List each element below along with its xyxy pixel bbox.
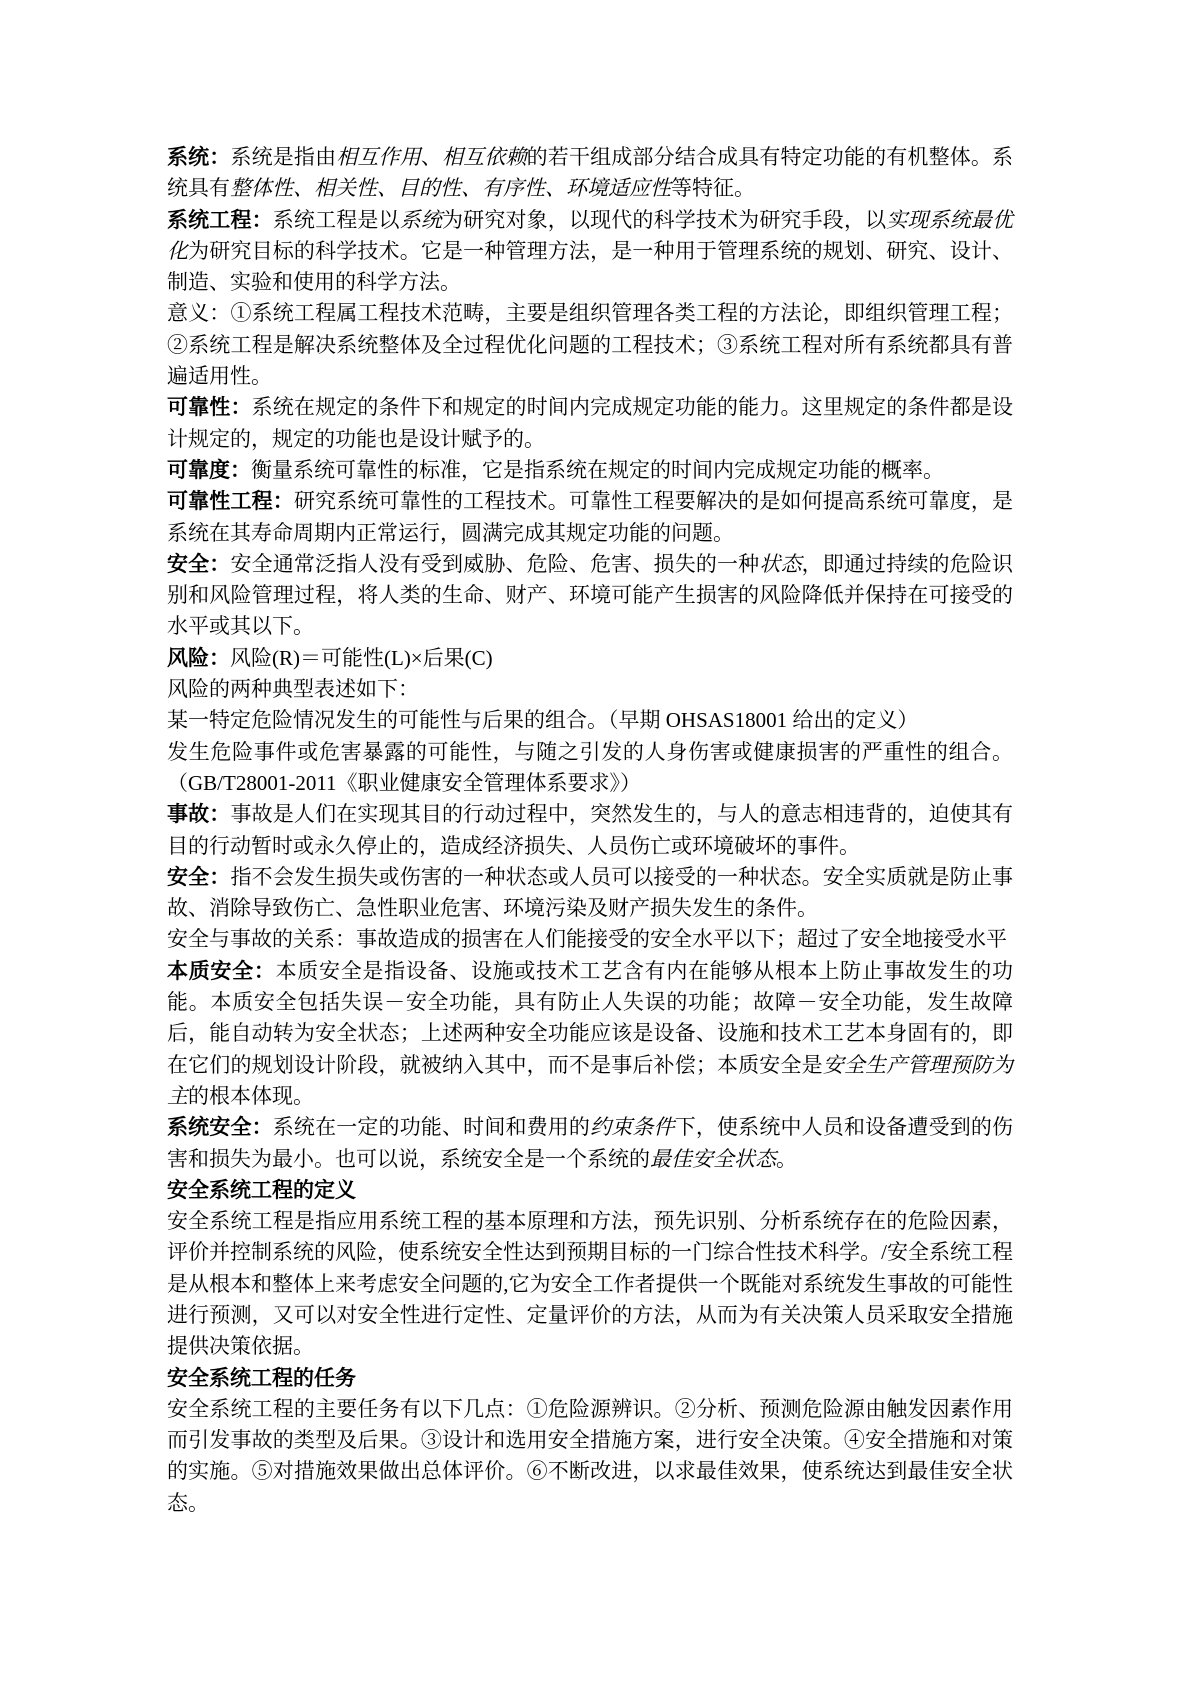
paragraph-meaning xyxy=(167,298,1013,392)
text-run-normal: 为研究目标的科学技术。它是一种管理方法，是一种用于管理系统的规划、研究、设计、制造、实验和使用的科学方法。 xyxy=(167,238,1013,295)
paragraph-def-accident xyxy=(167,799,1013,862)
paragraph-def-intrinsic-safety xyxy=(167,956,1013,1112)
paragraph-def-safety xyxy=(167,549,1013,643)
text-run-normal: 某一特定危险情况发生的可能性与后果的组合。（早期 OHSAS18001 给出的定义） xyxy=(167,708,919,733)
text-run-normal: 的若干组成部分结合成具有特定功能的有机整体。系统具有 xyxy=(167,145,1014,201)
text-run-normal: 系统在一定的功能、时间和费用的 xyxy=(272,1115,591,1140)
text-run-normal: 、 xyxy=(420,145,443,169)
text-run-bold: 系统安全： xyxy=(167,1115,273,1140)
text-run-normal: 系统在规定的条件下和规定的时间内完成规定功能的能力。这里规定的条件都是设计规定的，规定的功能也是设计赋予的。 xyxy=(167,395,1014,451)
text-run-bold: 安全系统工程的任务 xyxy=(167,1365,356,1390)
text-run-normal: 安全与事故的关系：事故造成的损害在人们能接受的安全水平以下；超过了安全地接受水平 xyxy=(167,927,1007,952)
text-run-normal: 研究系统可靠性的工程技术。可靠性工程要解决的是如何提高系统可靠度，是系统在其寿命周期内正常运行，圆满完成其规定功能的问题。 xyxy=(167,489,1014,545)
text-run-normal: 安全系统工程的主要任务有以下几点：①危险源辨识。②分析、预测危险源由触发因素作用而引发事故的类型及后果。③设计和选用安全措施方案，进行安全决策。④安全措施和对策的实施。⑤对措施效果做出总体评价。⑥不断改进，以求最佳效果，使系统达到最佳安全状态。 xyxy=(167,1396,1013,1515)
text-run-normal: 发生危险事件或危害暴露的可能性，与随之引发的人身伤害或健康损害的严重性的组合。（GB/T28001-2011《职业健康安全管理体系要求》） xyxy=(167,739,1013,795)
paragraph-risk-expressions-intro xyxy=(167,674,1013,705)
text-run-italic: 安全生产管理预防为主 xyxy=(167,1052,1014,1108)
text-run-normal: 安全系统工程是指应用系统工程的基本原理和方法，预先识别、分析系统存在的危险因素，评价并控制系统的风险，使系统安全性达到预期目标的一门综合性技术科学。/安全系统工程是从根本和整体上来考虑安全问题的,它为安全工作者提供一个既能对系统发生事故的可能性进行预测，又可以对安全性进行定性、定量评价的方法，从而为有关决策人员采取安全措施提供决策依据。 xyxy=(167,1209,1013,1359)
text-run-italic: 系统 xyxy=(399,207,443,232)
text-run-normal: 系统是指由 xyxy=(230,145,337,169)
text-run-normal: 的根本体现。 xyxy=(188,1083,314,1108)
text-run-italic: 实现系统最优化 xyxy=(167,207,1014,263)
text-run-bold: 可靠性工程： xyxy=(167,489,294,514)
paragraph-def-system-safety xyxy=(167,1112,1013,1175)
paragraph-heading-sse-definition xyxy=(167,1175,1013,1206)
text-run-italic: 最佳安全状态 xyxy=(650,1146,776,1171)
paragraph-safety-accident-relation xyxy=(167,924,1013,955)
text-run-bold: 可靠度： xyxy=(167,457,251,482)
paragraph-def-risk xyxy=(167,643,1013,674)
text-run-normal: 衡量系统可靠性的标准，它是指系统在规定的时间内完成规定功能的概率。 xyxy=(251,457,944,482)
text-run-bold: 事故： xyxy=(167,802,231,827)
text-run-normal: 安全通常泛指人没有受到威胁、危险、危害、损失的一种 xyxy=(230,551,760,576)
text-run-bold: 可靠性： xyxy=(167,395,252,420)
paragraph-def-reliability xyxy=(167,392,1013,455)
text-run-italic: 状态 xyxy=(759,551,802,576)
paragraph-def-safety-2 xyxy=(167,862,1013,925)
document-content xyxy=(167,142,1013,1519)
text-run-normal: ，即通过持续的危险识别和风险管理过程，将人类的生命、财产、环境可能产生损害的风险降低并保持在可接受的水平或其以下。 xyxy=(167,551,1014,639)
paragraph-risk-expression-2 xyxy=(167,737,1013,800)
text-run-normal: 等特征。 xyxy=(671,176,755,201)
text-run-normal: 意义：①系统工程属工程技术范畴，主要是组织管理各类工程的方法论，即组织管理工程；②系统工程是解决系统整体及全过程优化问题的工程技术；③系统工程对所有系统都具有普遍适用性。 xyxy=(167,301,1013,389)
text-run-italic: 相互作用 xyxy=(336,145,421,169)
text-run-italic: 整体性、相关性、目的性、有序性、环境适应性 xyxy=(230,176,671,201)
paragraph-risk-expression-1 xyxy=(167,705,1013,736)
text-run-bold: 系统工程： xyxy=(167,207,273,232)
paragraph-def-systems-engineering xyxy=(167,205,1013,299)
text-run-normal: 。 xyxy=(776,1146,797,1171)
text-run-normal: 风险的两种典型表述如下： xyxy=(167,677,419,702)
text-run-normal: 本质安全是指设备、设施或技术工艺含有内在能够从根本上防止事故发生的功能。本质安全包括失误－安全功能，具有防止人失误的功能；故障－安全功能，发生故障后，能自动转为安全状态；上述两种安全功能应该是设备、设施和技术工艺本身固有的，即在它们的规划设计阶段，就被纳入其中，而不是事后补偿；本质安全是 xyxy=(167,958,1014,1077)
text-run-italic: 约束条件 xyxy=(590,1115,675,1140)
text-run-normal: 指不会发生损失或伤害的一种状态或人员可以接受的一种状态。安全实质就是防止事故、消除导致伤亡、急性职业危害、环境污染及财产损失发生的条件。 xyxy=(167,864,1014,921)
text-run-normal: 事故是人们在实现其目的行动过程中，突然发生的，与人的意志相违背的，迫使其有目的行动暂时或永久停止的，造成经济损失、人员伤亡或环境破坏的事件。 xyxy=(167,802,1014,858)
text-run-bold: 本质安全： xyxy=(167,958,276,983)
paragraph-sse-definition xyxy=(167,1206,1013,1362)
paragraph-def-reliability-engineering xyxy=(167,486,1013,549)
paragraph-sse-tasks xyxy=(167,1394,1013,1519)
paragraph-def-system xyxy=(167,142,1013,205)
paragraph-def-reliability-degree xyxy=(167,455,1013,486)
text-run-italic: 相互依赖 xyxy=(442,145,527,169)
text-run-normal: 风险(R)＝可能性(L)×后果(C) xyxy=(230,645,493,670)
text-run-normal: 下，使系统中人员和设备遭受到的伤害和损失为最小。也可以说，系统安全是一个系统的 xyxy=(167,1115,1014,1171)
text-run-bold: 安全系统工程的定义 xyxy=(167,1177,356,1202)
text-run-normal: 系统工程是以 xyxy=(272,207,400,232)
text-run-bold: 安全： xyxy=(167,864,231,889)
text-run-bold: 系统： xyxy=(167,145,231,169)
text-run-bold: 风险： xyxy=(167,645,230,670)
text-run-bold: 安全： xyxy=(167,551,231,576)
paragraph-heading-sse-tasks xyxy=(167,1363,1013,1394)
text-run-normal: 为研究对象，以现代的科学技术为研究手段，以 xyxy=(442,207,887,232)
